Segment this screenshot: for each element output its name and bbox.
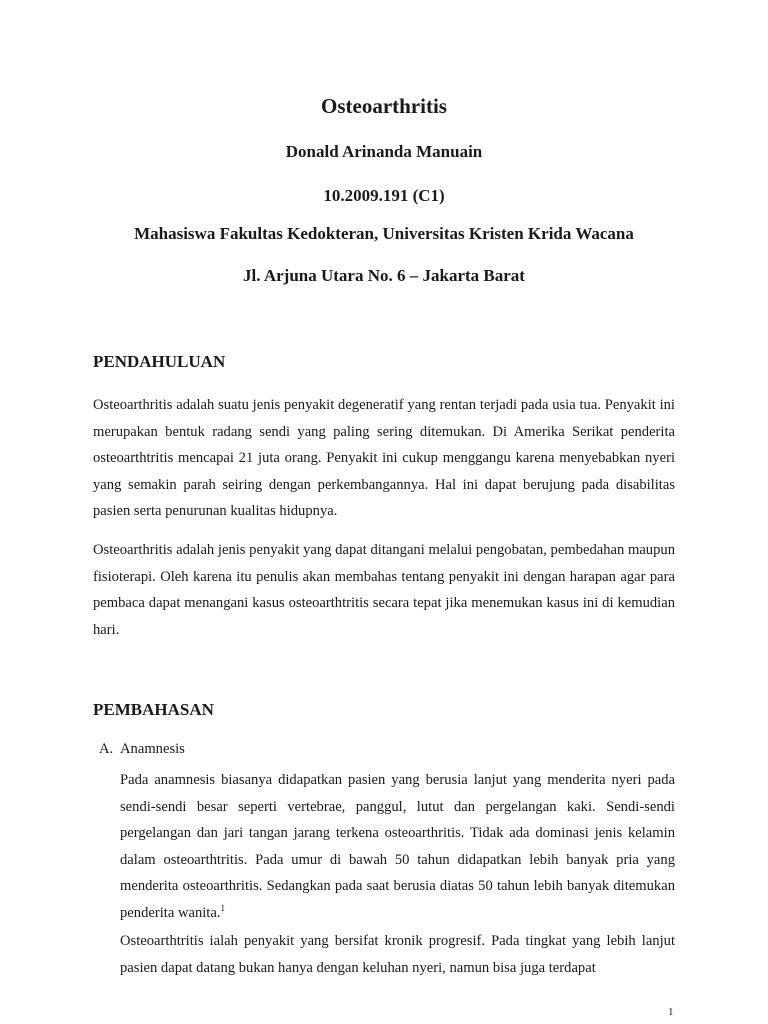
intro-paragraph-1: Osteoarthritis adalah suatu jenis penyakit degeneratif yang rentan terjadi pada usia tua. Penyakit ini merupakan bentuk radang sendi yang paling sering ditemukan. Di Amerika Serikat penderita osteoarthtritis mencapai 21 juta orang. Penyakit ini cukup menggangu karena menyebabkan nyeri yang semakin parah seiring dengan perkembangannya. Hal ini dapat berujung pada disabilitas pasien serta penurunan kualitas hidupnya. [93, 397, 675, 520]
anamnesis-paragraph-1-text: Pada anamnesis biasanya didapatkan pasien yang berusia lanjut yang menderita nyeri pada sendi-sendi besar seperti vertebrae, panggul, lutut dan pergelangan kaki. Sendi-sendi pergelangan dan jari tangan jarang terkena osteoarthritis. Tidak ada dominasi jenis kelamin dalam osteoarthtritis. Pada umur di bawah 50 tahun didapatkan lebih banyak pria yang menderita osteoarthritis. Sedangkan pada saat berusia diatas 50 tahun lebih banyak ditemukan penderita wanita. [120, 772, 675, 921]
affiliation: Mahasiswa Fakultas Kedokteran, Universitas Kristen Krida Wacana [134, 224, 634, 243]
address: Jl. Arjuna Utara No. 6 – Jakarta Barat [243, 266, 525, 285]
student-id: 10.2009.191 (C1) [323, 186, 445, 205]
page-number: 1 [668, 1006, 674, 1018]
reference-superscript: 1 [220, 903, 225, 914]
section-heading-discussion: PEMBAHASAN [93, 700, 214, 719]
list-item-label: A. [99, 741, 114, 757]
list-item-title: Anamnesis [120, 741, 185, 757]
intro-paragraph-2: Osteoarthritis adalah jenis penyakit yang dapat ditangani melalui pengobatan, pembedahan maupun fisioterapi. Oleh karena itu penulis akan membahas tentang penyakit ini dengan harapan agar para pembaca dapat menangani kasus osteoarthtritis secara tepat jika menemukan kasus ini di kemudian hari. [93, 542, 675, 638]
paper-title: Osteoarthritis [321, 94, 447, 118]
anamnesis-paragraph-1 [120, 767, 675, 927]
author-name: Donald Arinanda Manuain [285, 142, 483, 161]
anamnesis-paragraph-2: Osteoarthtritis ialah penyakit yang bersifat kronik progresif. Pada tingkat yang lebih lanjut pasien dapat datang bukan hanya dengan keluhan nyeri, namun bisa juga terdapat [120, 933, 675, 976]
section-heading-intro: PENDAHULUAN [93, 352, 226, 371]
